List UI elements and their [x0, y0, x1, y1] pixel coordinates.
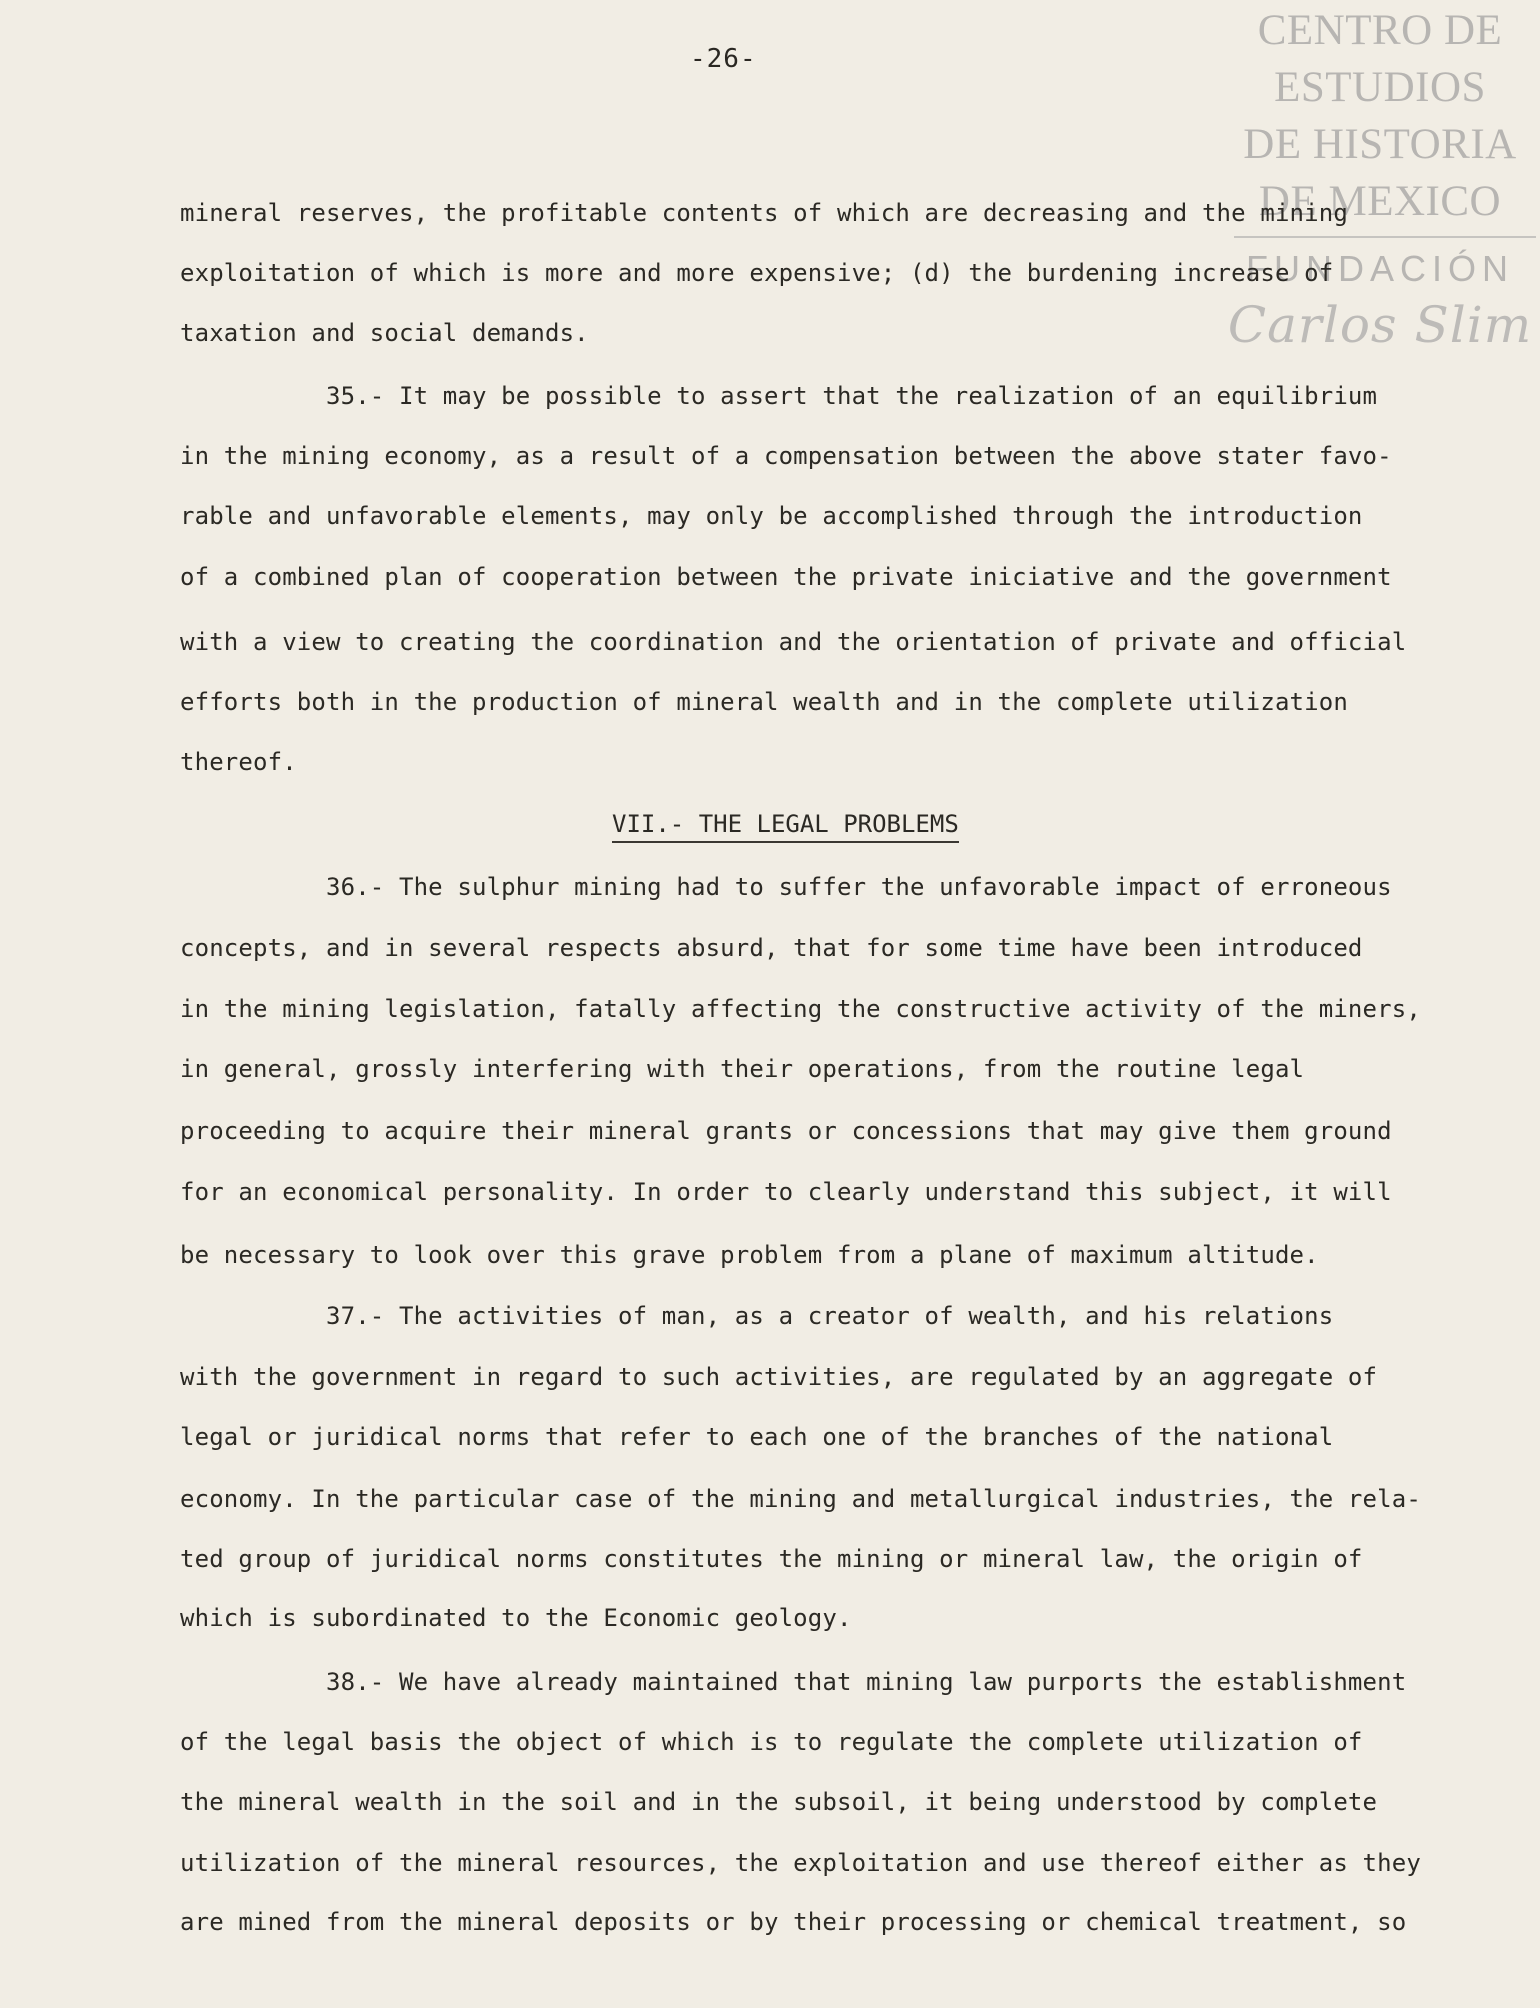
text-line: concepts, and in several respects absurd, that for some time have been introduced	[180, 934, 1363, 962]
text-line: thereof.	[180, 748, 297, 776]
text-line: with the government in regard to such activities, are regulated by an aggregate of	[180, 1363, 1378, 1391]
text-line: the mineral wealth in the soil and in the subsoil, it being understood by complete	[180, 1788, 1378, 1816]
text-line: be necessary to look over this grave problem from a plane of maximum altitude.	[180, 1241, 1319, 1269]
watermark-line: DE MEXICO	[1258, 178, 1502, 225]
text-line: in general, grossly interfering with their operations, from the routine legal	[180, 1055, 1305, 1083]
text-line: efforts both in the production of mineral wealth and in the complete utilization	[180, 688, 1348, 716]
text-line: utilization of the mineral resources, the exploitation and use thereof either as they	[180, 1849, 1421, 1877]
text-line: ted group of juridical norms constitutes the mining or mineral law, the origin of	[180, 1545, 1363, 1573]
text-line: mineral reserves, the profitable contents of which are decreasing and the mining	[180, 199, 1348, 227]
watermark-line: CENTRO DE	[1257, 7, 1503, 54]
text-line: with a view to creating the coordination and the orientation of private and official	[180, 628, 1407, 656]
watermark-fundacion: FUNDACIÓN	[1246, 248, 1514, 289]
text-line: of a combined plan of cooperation between the private iniciative and the government	[180, 563, 1392, 591]
page-number: -26-	[690, 44, 757, 74]
archive-watermark	[1220, 2, 1540, 360]
text-line: proceeding to acquire their mineral grants or concessions that may give them ground	[180, 1117, 1392, 1145]
text-line: economy. In the particular case of the mining and metallurgical industries, the rela-	[180, 1485, 1421, 1513]
text-line: taxation and social demands.	[180, 319, 589, 347]
text-line: rable and unfavorable elements, may only be accomplished through the introduction	[180, 502, 1363, 530]
watermark-line: DE HISTORIA	[1243, 121, 1517, 168]
text-line: are mined from the mineral deposits or by their processing or chemical treatment, so	[180, 1908, 1407, 1936]
text-line: exploitation of which is more and more expensive; (d) the burdening increase of	[180, 259, 1334, 287]
paragraph-37-start: 37.- The activities of man, as a creator of wealth, and his relations	[180, 1302, 1334, 1330]
watermark-signature: Carlos Slim	[1227, 296, 1533, 354]
text-line: for an economical personality. In order to clearly understand this subject, it will	[180, 1178, 1392, 1206]
text-line: legal or juridical norms that refer to each one of the branches of the national	[180, 1423, 1334, 1451]
paragraph-36-start: 36.- The sulphur mining had to suffer the unfavorable impact of erroneous	[180, 873, 1392, 901]
text-line: of the legal basis the object of which is to regulate the complete utilization of	[180, 1728, 1363, 1756]
text-line: in the mining legislation, fatally affecting the constructive activity of the miners,	[180, 995, 1421, 1023]
section-heading: VII.- THE LEGAL PROBLEMS	[612, 809, 959, 843]
text-line: in the mining economy, as a result of a compensation between the above stater favo-	[180, 442, 1392, 470]
paragraph-38-start: 38.- We have already maintained that mining law purports the establishment	[180, 1668, 1407, 1696]
watermark-line: ESTUDIOS	[1274, 64, 1486, 111]
text-line: which is subordinated to the Economic geology.	[180, 1604, 852, 1632]
paragraph-35-start: 35.- It may be possible to assert that the realization of an equilibrium	[180, 382, 1378, 410]
watermark-divider	[1234, 236, 1536, 238]
